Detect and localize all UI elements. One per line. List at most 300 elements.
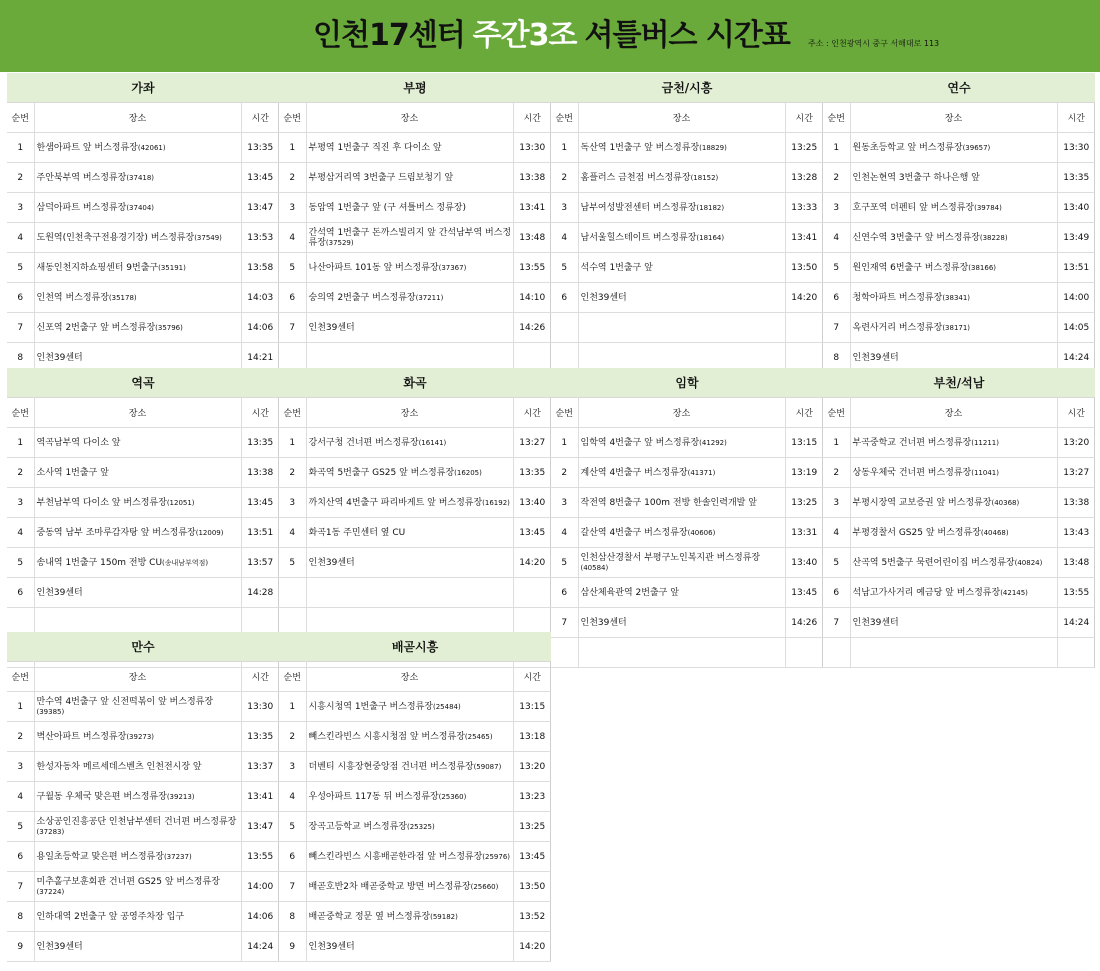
- table-row: [7, 313, 279, 343]
- table-row: [551, 638, 823, 668]
- stop-code: (25660): [470, 882, 499, 891]
- table-row: [7, 548, 279, 578]
- table-row: [823, 428, 1095, 458]
- stop-time: 13:50: [785, 253, 823, 283]
- stop-number: 4: [7, 223, 34, 253]
- stop-place-name: 호구포역 더펜티 앞 버스정류장: [852, 202, 975, 213]
- table-row: [7, 722, 279, 752]
- stop-code: (39657): [962, 143, 991, 152]
- stop-number: 3: [279, 193, 306, 223]
- table-row: [279, 812, 551, 842]
- stop-place-name: 독산역 1번출구 앞 버스정류장: [580, 142, 700, 153]
- column-header-no: 순번: [279, 103, 306, 133]
- stop-number: 2: [279, 722, 306, 752]
- stop-place-name: 인천39센터: [852, 352, 899, 363]
- stop-place: [306, 842, 513, 872]
- stop-place-name: 동암역 1번출구 앞 (구 셔틀버스 정류장): [308, 202, 466, 213]
- stop-place: [306, 812, 513, 842]
- stop-code: (37404): [126, 203, 155, 212]
- table-row: [7, 812, 279, 842]
- table-row: [551, 548, 823, 578]
- table-row: [279, 133, 551, 163]
- title-part-shift: 주간3조: [472, 18, 577, 53]
- stop-place-name: 작전역 8번출구 100m 전방 한솔인력개발 앞: [580, 497, 757, 508]
- stop-place-name: 부천남부역 다이소 앞 버스정류장: [36, 497, 167, 508]
- table-row: [823, 518, 1095, 548]
- table-row: [551, 428, 823, 458]
- table-row: [551, 518, 823, 548]
- stop-time: 14:24: [1057, 343, 1095, 373]
- stop-place-name: 인천39센터: [308, 322, 355, 333]
- stop-place: [34, 458, 241, 488]
- table-row: [7, 253, 279, 283]
- stop-number: 5: [551, 548, 578, 578]
- stop-place: [850, 193, 1057, 223]
- stop-number: 7: [823, 608, 850, 638]
- stop-time: 14:06: [241, 902, 279, 932]
- stop-number: 4: [7, 782, 34, 812]
- stop-time: [785, 313, 823, 343]
- table-row: [279, 518, 551, 548]
- table-row: [551, 283, 823, 313]
- table-row: [279, 283, 551, 313]
- route-table: [279, 368, 551, 668]
- stop-time: 13:45: [785, 578, 823, 608]
- stop-time: 13:45: [241, 163, 279, 193]
- stop-place: [34, 223, 241, 253]
- stop-place-name: 역곡남부역 다이소 앞: [36, 437, 121, 448]
- stop-place-name: 삼덕아파트 버스정류장: [36, 202, 127, 213]
- stop-code: (25360): [438, 792, 467, 801]
- stop-place: [306, 163, 513, 193]
- column-header-place: 장소: [306, 103, 513, 133]
- stop-number: 8: [7, 902, 34, 932]
- stop-time: [785, 638, 823, 668]
- route-table: [7, 73, 279, 373]
- column-header-place: 장소: [850, 398, 1057, 428]
- stop-place-name: 석남고가사거리 예금당 앞 버스정류장: [852, 587, 1001, 598]
- table-row: [823, 283, 1095, 313]
- stop-time: 13:45: [513, 842, 551, 872]
- stop-place: [578, 253, 785, 283]
- table-row: [823, 578, 1095, 608]
- table-row: [7, 782, 279, 812]
- stop-place-name: 인천39센터: [308, 941, 355, 952]
- route-table: [279, 632, 551, 962]
- stop-time: 13:25: [513, 812, 551, 842]
- column-header-place: 장소: [578, 398, 785, 428]
- stop-place-name: 만수역 4번출구 앞 신전떡볶이 앞 버스정류장: [36, 696, 214, 707]
- stop-place-name: 빼스킨라빈스 시흥배곧한라점 앞 버스정류장: [308, 851, 483, 862]
- stop-number: 6: [7, 578, 34, 608]
- stop-code: (25325): [407, 822, 435, 831]
- stop-code: (40584): [580, 563, 609, 572]
- column-header-time: 시간: [513, 662, 551, 692]
- stop-place: [306, 722, 513, 752]
- stop-time: 14:28: [241, 578, 279, 608]
- stop-code: (42145): [1000, 588, 1028, 597]
- stop-number: 6: [279, 842, 306, 872]
- stop-place: [34, 872, 241, 902]
- stop-place: [34, 722, 241, 752]
- stop-place-name: 배곧중학교 정문 옆 버스정류장: [308, 911, 431, 922]
- stop-place: [306, 518, 513, 548]
- stop-number: 4: [279, 782, 306, 812]
- table-row: [823, 253, 1095, 283]
- stop-place-name: 인천역 버스정류장: [36, 292, 109, 303]
- table-row: [551, 163, 823, 193]
- stop-time: 14:26: [785, 608, 823, 638]
- stop-time: 13:20: [513, 752, 551, 782]
- stop-number: 1: [279, 428, 306, 458]
- table-row: [7, 518, 279, 548]
- stop-code: (37283): [36, 827, 65, 836]
- stop-place-name: 더벤티 시흥장현중앙점 건너편 버스정류장: [308, 761, 474, 772]
- stop-time: 13:30: [513, 133, 551, 163]
- stop-place: [34, 283, 241, 313]
- table-row: [279, 932, 551, 962]
- table-row: [279, 548, 551, 578]
- stop-code: (37237): [163, 852, 192, 861]
- stop-time: 14:21: [241, 343, 279, 373]
- stop-number: 1: [551, 428, 578, 458]
- stop-time: 13:38: [1057, 488, 1095, 518]
- stop-number: 3: [551, 193, 578, 223]
- stop-number: 7: [551, 608, 578, 638]
- stop-place-name: 화곡1동 주민센터 옆 CU: [308, 527, 406, 538]
- stop-place: [34, 692, 241, 722]
- stop-number: 2: [551, 458, 578, 488]
- stop-time: 14:00: [1057, 283, 1095, 313]
- stop-number: 6: [279, 283, 306, 313]
- stop-code: (41371): [687, 468, 716, 477]
- table-row: [7, 133, 279, 163]
- table-row: [7, 692, 279, 722]
- table-row: [279, 782, 551, 812]
- stop-place-name: 남부여성발전센터 버스정류장: [580, 202, 697, 213]
- table-row: [279, 163, 551, 193]
- table-row: [823, 163, 1095, 193]
- stop-place: [850, 458, 1057, 488]
- table-row: [7, 193, 279, 223]
- stop-place: [306, 782, 513, 812]
- stop-place: [850, 578, 1057, 608]
- stop-place-name: 소사역 1번출구 앞: [36, 467, 109, 478]
- column-header-place: 장소: [34, 398, 241, 428]
- stop-place-name: 상동우체국 건너편 버스정류장: [852, 467, 972, 478]
- stop-number: 9: [279, 932, 306, 962]
- stop-place-name: 미추홀구보훈회관 건너편 GS25 앞 버스정류장: [36, 876, 220, 887]
- stop-code: (송내남부역점): [162, 558, 209, 567]
- stop-number: 4: [823, 223, 850, 253]
- stop-time: 13:27: [1057, 458, 1095, 488]
- stop-time: 13:25: [785, 488, 823, 518]
- stop-place: [34, 428, 241, 458]
- stop-place: [306, 428, 513, 458]
- title-part-center: 인천17센터: [313, 18, 465, 53]
- table-row: [823, 193, 1095, 223]
- stop-place-name: 산곡역 5번출구 묵련어린이집 버스정류장: [852, 557, 1015, 568]
- stop-place-name: 송내역 1번출구 150m 전방 CU: [36, 557, 163, 568]
- stop-place: [578, 133, 785, 163]
- stop-place: [578, 163, 785, 193]
- stop-time: 13:48: [513, 223, 551, 253]
- stop-time: 13:40: [513, 488, 551, 518]
- column-header-place: 장소: [306, 662, 513, 692]
- stop-time: 13:47: [241, 812, 279, 842]
- column-header-place: 장소: [306, 398, 513, 428]
- stop-number: 1: [279, 692, 306, 722]
- column-header-place: 장소: [578, 103, 785, 133]
- stop-time: 13:19: [785, 458, 823, 488]
- table-row: [823, 638, 1095, 668]
- stop-number: 2: [823, 163, 850, 193]
- table-row: [823, 458, 1095, 488]
- stop-number: 1: [7, 692, 34, 722]
- stop-place-name: 배곧호반2차 배곧중학교 방면 버스정류장: [308, 881, 471, 892]
- stop-number: 2: [7, 722, 34, 752]
- stop-place: [850, 163, 1057, 193]
- stop-number: 6: [7, 283, 34, 313]
- stop-code: (39273): [126, 732, 155, 741]
- stop-place-name: 용일초등학교 맞은편 버스정류장: [36, 851, 164, 862]
- stop-time: 13:55: [513, 253, 551, 283]
- stop-place: [306, 932, 513, 962]
- stop-place: [306, 283, 513, 313]
- route-name: 부천/석남: [823, 368, 1095, 398]
- stop-place-name: 신포역 2번출구 앞 버스정류장: [36, 322, 156, 333]
- stop-number: 4: [279, 223, 306, 253]
- stop-time: 13:41: [513, 193, 551, 223]
- stop-time: 14:03: [241, 283, 279, 313]
- table-row: [279, 313, 551, 343]
- route-table: [551, 368, 823, 668]
- stop-place-name: 빼스킨라빈스 시흥시청점 앞 버스정류장: [308, 731, 465, 742]
- stop-time: 13:31: [785, 518, 823, 548]
- route-table: [279, 73, 551, 373]
- table-row: [551, 253, 823, 283]
- stop-place-name: 장곡고등학교 버스정류장: [308, 821, 407, 832]
- stop-code: (16192): [482, 498, 510, 507]
- stop-place: [850, 548, 1057, 578]
- stop-code: (18829): [699, 143, 727, 152]
- stop-number: 1: [7, 428, 34, 458]
- stop-time: 13:35: [241, 722, 279, 752]
- stop-place-name: 홈플러스 금천점 버스정류장: [580, 172, 691, 183]
- stop-number: 1: [279, 133, 306, 163]
- stop-time: 14:20: [785, 283, 823, 313]
- column-header-no: 순번: [7, 103, 34, 133]
- table-row: [823, 488, 1095, 518]
- column-header-no: 순번: [279, 398, 306, 428]
- stop-place-name: 나산아파트 101동 앞 버스정류장: [308, 262, 439, 273]
- table-row: [279, 902, 551, 932]
- route-table: [7, 368, 279, 668]
- stop-place-name: 삼산체육관역 2번출구 앞: [580, 587, 679, 598]
- stop-place-name: 화곡역 5번출구 GS25 앞 버스정류장: [308, 467, 455, 478]
- stop-code: (39385): [36, 707, 65, 716]
- stop-number: 5: [7, 548, 34, 578]
- stop-place-name: 인천39센터: [36, 587, 83, 598]
- table-row: [7, 458, 279, 488]
- column-header-time: 시간: [241, 398, 279, 428]
- table-row: [279, 692, 551, 722]
- stop-place: [34, 902, 241, 932]
- stop-place-name: 인천39센터: [580, 292, 627, 303]
- stop-place: [34, 133, 241, 163]
- stop-place: [578, 313, 785, 343]
- stop-time: 14:24: [241, 932, 279, 962]
- address-text: 주소 : 인천광역시 중구 서해대로 113: [808, 39, 940, 48]
- stop-number: 4: [823, 518, 850, 548]
- stop-code: (35178): [108, 293, 137, 302]
- stop-place: [306, 578, 513, 608]
- stop-time: 14:20: [513, 548, 551, 578]
- stop-number: 1: [7, 133, 34, 163]
- stop-time: 13:28: [785, 163, 823, 193]
- stop-number: 5: [279, 548, 306, 578]
- stop-number: 2: [823, 458, 850, 488]
- stop-place: [578, 608, 785, 638]
- stop-place: [578, 488, 785, 518]
- stop-place-name: 한샘아파트 앞 버스정류장: [36, 142, 138, 153]
- stop-number: 3: [823, 488, 850, 518]
- table-row: [823, 133, 1095, 163]
- table-row: [279, 193, 551, 223]
- page-title: [313, 14, 790, 58]
- stop-place: [850, 313, 1057, 343]
- stop-time: [513, 578, 551, 608]
- table-row: [279, 253, 551, 283]
- stop-code: (16205): [454, 468, 482, 477]
- column-header-time: 시간: [241, 662, 279, 692]
- stop-place: [578, 578, 785, 608]
- table-row: [7, 488, 279, 518]
- stop-code: (37418): [126, 173, 155, 182]
- column-header-no: 순번: [551, 398, 578, 428]
- stop-number: 2: [279, 458, 306, 488]
- stop-number: 4: [551, 518, 578, 548]
- column-header-time: 시간: [513, 103, 551, 133]
- stop-time: 14:10: [513, 283, 551, 313]
- stop-place: [306, 752, 513, 782]
- stop-place: [34, 313, 241, 343]
- stop-time: 13:30: [241, 692, 279, 722]
- table-row: [7, 428, 279, 458]
- stop-number: 2: [279, 163, 306, 193]
- stop-time: 13:57: [241, 548, 279, 578]
- stop-place: [34, 488, 241, 518]
- stop-number: 6: [823, 283, 850, 313]
- stop-number: 6: [823, 578, 850, 608]
- stop-code: (25484): [432, 702, 461, 711]
- route-name: 부평: [279, 73, 551, 103]
- stop-code: (39784): [974, 203, 1002, 212]
- route-table: [551, 73, 823, 373]
- table-row: [279, 752, 551, 782]
- stop-number: 5: [823, 253, 850, 283]
- stop-place-name: 인천39센터: [36, 352, 83, 363]
- table-row: [279, 722, 551, 752]
- stop-place: [34, 578, 241, 608]
- stop-time: 13:53: [241, 223, 279, 253]
- stop-number: 3: [7, 752, 34, 782]
- stop-code: (18182): [696, 203, 725, 212]
- stop-code: (59087): [473, 762, 502, 771]
- stop-time: 13:49: [1057, 223, 1095, 253]
- stop-number: 1: [551, 133, 578, 163]
- stop-time: 13:52: [513, 902, 551, 932]
- stop-place-name: 부평시장역 교보증권 앞 버스정류장: [852, 497, 992, 508]
- stop-number: 6: [551, 578, 578, 608]
- stop-place-name: 계산역 4번출구 버스정류장: [580, 467, 688, 478]
- table-row: [551, 608, 823, 638]
- column-header-time: 시간: [513, 398, 551, 428]
- stop-place-name: 인하대역 2번출구 앞 공영주차장 입구: [36, 911, 185, 922]
- stop-time: 13:55: [241, 842, 279, 872]
- stop-time: 13:47: [241, 193, 279, 223]
- route-name: 연수: [823, 73, 1095, 103]
- table-row: [551, 488, 823, 518]
- stop-time: 13:55: [1057, 578, 1095, 608]
- stop-place: [850, 283, 1057, 313]
- stop-time: 13:35: [513, 458, 551, 488]
- stop-place-name: 까치산역 4번출구 파리바게트 앞 버스정류장: [308, 497, 483, 508]
- stop-code: (25465): [464, 732, 493, 741]
- stop-place: [306, 872, 513, 902]
- stop-time: 13:40: [785, 548, 823, 578]
- stop-time: 13:45: [241, 488, 279, 518]
- stop-place-name: 원동초등학교 앞 버스정류장: [852, 142, 963, 153]
- stop-number: 5: [279, 812, 306, 842]
- table-row: [823, 223, 1095, 253]
- stop-time: 13:15: [785, 428, 823, 458]
- stop-place: [306, 488, 513, 518]
- stop-place: [34, 253, 241, 283]
- stop-place-name: 간석역 1번출구 돈까스빌리지 앞 간석남부역 버스정류장: [308, 227, 512, 248]
- stop-code: (40824): [1014, 558, 1043, 567]
- column-header-place: 장소: [34, 103, 241, 133]
- column-header-time: 시간: [785, 103, 823, 133]
- stop-time: 14:06: [241, 313, 279, 343]
- table-row: [823, 548, 1095, 578]
- table-row: [279, 223, 551, 253]
- stop-code: (38171): [942, 323, 971, 332]
- route-name: 화곡: [279, 368, 551, 398]
- stop-place: [34, 518, 241, 548]
- stop-time: 14:20: [513, 932, 551, 962]
- stop-time: 13:58: [241, 253, 279, 283]
- stop-time: 13:38: [513, 163, 551, 193]
- column-header-no: 순번: [279, 662, 306, 692]
- stop-place-name: 벽산아파트 버스정류장: [36, 731, 127, 742]
- route-table: [823, 368, 1095, 668]
- stop-number: 8: [7, 343, 34, 373]
- stop-place: [34, 812, 241, 842]
- stop-place: [34, 782, 241, 812]
- stop-code: (40368): [991, 498, 1020, 507]
- stop-time: 13:27: [513, 428, 551, 458]
- column-header-time: 시간: [1057, 103, 1095, 133]
- table-row: [7, 283, 279, 313]
- stop-place: [306, 193, 513, 223]
- stop-place: [578, 548, 785, 578]
- table-row: [551, 313, 823, 343]
- stop-code: (37224): [36, 887, 65, 896]
- stop-code: (40468): [980, 528, 1009, 537]
- stop-time: 13:51: [1057, 253, 1095, 283]
- stop-code: (38341): [942, 293, 971, 302]
